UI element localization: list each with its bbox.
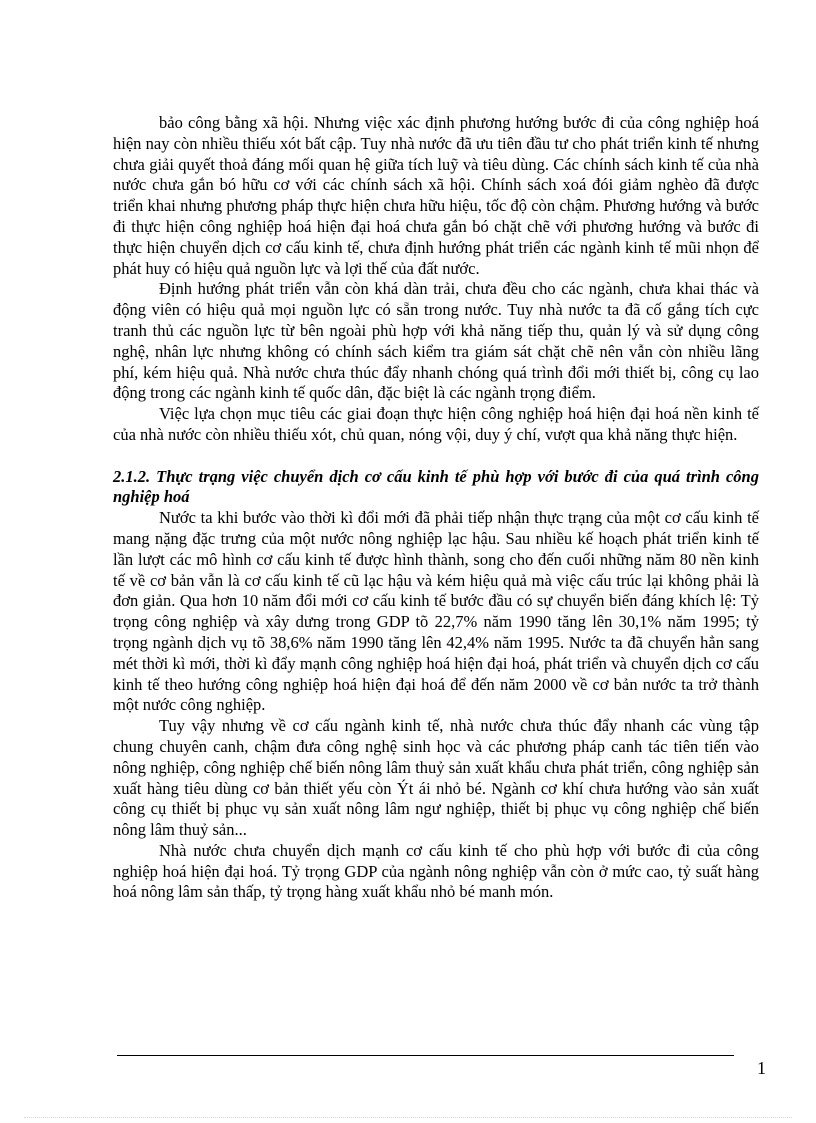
page-number: 1 [757, 1058, 766, 1078]
paragraph: Nước ta khi bước vào thời kì đổi mới đã phải tiếp nhận thực trạng của một cơ cấu kinh tế mang nặng đặc trưng của một nước nông nghiệp lạc hậu. Sau nhiều kế hoạch phát triển kinh tế lần lượt các mô hình cơ cấu kinh tế được hình thành, song cho đến cuối những năm 80 nền kinh tế về cơ bản vẫn là cơ cấu kinh tế cũ lạc hậu và kém hiệu quả mà việc cấu trúc lại không phải là đơn giản. Qua hơn 10 năm đổi mới cơ cấu kinh tế bước đầu có sự chuyển biến đáng khích lệ: Tỷ trọng công nghiệp và xây dưng trong GDP tõ 22,7% năm 1990 tăng lên 30,1% năm 1995; tỷ trọng ngành dịch vụ tõ 38,6% năm 1990 tăng lên 42,4% năm 1995. Nước ta đã chuyển hẳn sang mét thời kì mới, thời kì đẩy mạnh công nghiệp hoá hiện đại hoá, phát triển và chuyển dịch cơ cấu kinh tế theo hướng công nghiệp hoá hiện đại hoá để đến năm 2000 về cơ bản nước ta trở thành một nước công nghiệp. [113, 508, 759, 715]
paragraph: bảo công bằng xã hội. Nhưng việc xác định phương hướng bước đi của công nghiệp hoá hiện nay còn nhiều thiếu xót bất cập. Tuy nhà nước đã ưu tiên đầu tư cho phát triển kinh tế nhưng chưa giải quyết thoả đáng mối quan hệ giữa tích luỹ và tiêu dùng. Các chính sách kinh tế của nhà nước chưa gắn bó hữu cơ với các chính sách xã hội. Chính sách xoá đói giảm nghèo đã được triển khai nhưng phương pháp thực hiện chưa hữu hiệu, tốc độ còn chậm. Phương hướng và bước đi thực hiện công nghiệp hoá hiện đại hoá chưa gắn bó chặt chẽ với phương hướng và bước đi thực hiện chuyển dịch cơ cấu kinh tế, chưa định hướng phát triển các ngành kinh tế mũi nhọn để phát huy có hiệu quả nguồn lực và lợi thế của đất nước. [113, 113, 759, 278]
paragraph: Nhà nước chưa chuyển dịch mạnh cơ cấu kinh tế cho phù hợp với bước đi của công nghiệp hoá hiện đại hoá. Tỷ trọng GDP của ngành nông nghiệp vẫn còn ở mức cao, tỷ suất hàng hoá nông lâm sản thấp, tỷ trọng hàng xuất khẩu nhỏ bé manh món. [113, 840, 759, 902]
section-heading: 2.1.2. Thực trạng việc chuyển dịch cơ cấu kinh tế phù hợp với bước đi của quá trình công nghiệp hoá [113, 466, 759, 507]
blank-line [113, 446, 759, 467]
paragraph: Tuy vậy nhưng về cơ cấu ngành kinh tế, nhà nước chưa thúc đẩy nhanh các vùng tập chung chuyên canh, chậm đưa công nghệ sinh học và các phương pháp canh tác tiên tiến vào nông nghiệp, công nghiệp chế biến nông lâm thuỷ sản xuất khẩu chưa phát triển, công nghiệp sản xuất hàng tiêu dùng cơ bản thiết yếu còn Ýt ái nhỏ bé. Ngành cơ khí chưa hướng vào sản xuất công cụ thiết bị phục vụ sản xuất nông lâm ngư nghiệp, thiết bị phục vụ công nghiệp chế biến nông lâm thuỷ sản... [113, 716, 759, 840]
body-text [113, 113, 759, 903]
paragraph: Định hướng phát triển vẫn còn khá dàn trải, chưa đều cho các ngành, chưa khai thác và động viên có hiệu quả mọi nguồn lực có sẵn trong nước. Tuy nhà nước ta đã cố gắng tích cực tranh thủ các nguồn lực từ bên ngoài phù hợp với khả năng tiếp thu, quản lý và sử dụng công nghệ, nhân lực nhưng không có chính sách kiểm tra giám sát chặt chẽ nên vẫn còn nhiều lãng phí, kém hiệu quả. Nhà nước chưa thúc đẩy nhanh chóng quá trình đổi mới thiết bị, công cụ lao động trong các ngành kinh tế quốc dân, đặc biệt là các ngành trọng điểm. [113, 279, 759, 403]
paragraph: Việc lựa chọn mục tiêu các giai đoạn thực hiện công nghiệp hoá hiện đại hoá nền kinh tế của nhà nước còn nhiều thiếu xót, chủ quan, nóng vội, duy ý chí, vượt qua khả năng thực hiện. [113, 404, 759, 444]
page-bottom-edge [24, 1117, 792, 1118]
footer-divider [117, 1055, 734, 1056]
